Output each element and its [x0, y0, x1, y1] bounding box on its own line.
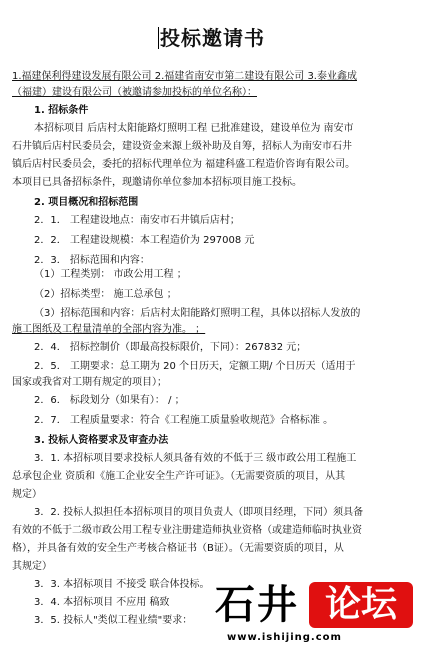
section-1-paragraph-line: 镇后店村民委员会，委托的招标代理单位为 福建科盛工程造价咨询有限公司。 — [12, 159, 356, 170]
section-1-paragraph-line: 石井镇后店村民委员会，建设资金来源上级补助及自筹，招标人为南安市石井 — [12, 141, 352, 152]
section-3-heading: 3. 投标人资格要求及审查办法 — [34, 435, 169, 446]
watermark-url: www.ishijing.com — [227, 632, 342, 643]
text-cursor — [158, 27, 159, 49]
item-2-5-line-2: 国家或我省对工期有规定的项目）； — [12, 377, 167, 388]
item-2-7: 2．7． 工程质量要求：符合《工程施工质量验收规范》合格标准 。 — [34, 415, 334, 426]
item-3-2-line-4: 其规定） — [12, 561, 52, 572]
item-2-3-2: （2）招标类型： 施工总承包 ； — [34, 289, 177, 300]
invitees-line-2: （福建）建设有限公司（被邀请参加投标的单位名称）： — [12, 87, 257, 98]
item-2-3-3-line-1: （3）招标范围和内容：后店村太阳能路灯照明工程，具体以招标人发放的 — [34, 308, 361, 319]
item-2-6: 2．6． 标段划分（如果有）： / ； — [34, 395, 185, 406]
section-1-heading: 1. 招标条件 — [34, 105, 89, 116]
item-3-1-line-3: 规定） — [12, 489, 42, 500]
item-3-2-line-1: 3．2. 投标人拟担任本招标项目的项目负责人（即项目经理，下同）须具备 — [34, 507, 364, 518]
item-2-2: 2．2． 工程建设规模：本工程造价为 297008 元 — [34, 235, 255, 246]
item-3-5: 3．5. 投标人"类似工程业绩"要求： — [34, 615, 193, 626]
item-2-5-line-1: 2．5． 工期要求：总工期为 20 个日历天，定额工期/ 个日历天（适用于 — [34, 361, 356, 372]
section-1-paragraph-line: 本招标项目 后店村太阳能路灯照明工程 已批准建设，建设单位为 南安市 — [34, 123, 354, 134]
item-3-2-line-2: 有效的不低于二级市政公用工程专业注册建造师执业资格（或建造师临时执业资 — [12, 525, 362, 536]
item-2-3-1: （1）工程类别： 市政公用工程 ； — [34, 269, 187, 280]
item-3-2-line-3: 格），并具备有效的安全生产考核合格证书（B证）。（无需要资质的项目，从 — [12, 543, 344, 554]
section-2-heading: 2. 项目概况和招标范围 — [34, 197, 139, 208]
item-3-4: 3．4. 本招标项目 不应用 稿致 — [34, 597, 170, 608]
item-3-1-line-2: 总承包企业 资质和《施工企业安全生产许可证》。（无需要资质的项目，从其 — [12, 471, 346, 482]
invitees-line-1: 1.福建保利得建设发展有限公司 2.福建省南安市第二建设有限公司 3.泰业鑫成 — [12, 71, 357, 82]
watermark-right-badge: 论坛 — [309, 582, 413, 628]
document-title: 投标邀请书 — [160, 26, 265, 50]
section-1-paragraph-line: 本项目已具备招标条件，现邀请你单位参加本招标项目施工投标。 — [12, 177, 302, 188]
item-2-1: 2．1． 工程建设地点：南安市石井镇后店村； — [34, 215, 240, 226]
item-3-1-line-1: 3．1. 本招标项目要求投标人须具备有效的不低于三 级市政公用工程施工 — [34, 453, 357, 464]
watermark-left-text: 石井 — [215, 582, 299, 628]
forum-watermark — [209, 580, 419, 652]
item-2-3: 2．3． 招标范围和内容： — [34, 255, 150, 266]
item-2-3-3-line-2: 施工图纸及工程量清单的全部内容为准。 ； — [12, 324, 206, 335]
item-2-4: 2．4． 招标控制价（即最高投标限价，下同）：267832 元； — [34, 342, 307, 353]
item-3-3: 3．3. 本招标项目 不接受 联合体投标。 — [34, 579, 210, 590]
